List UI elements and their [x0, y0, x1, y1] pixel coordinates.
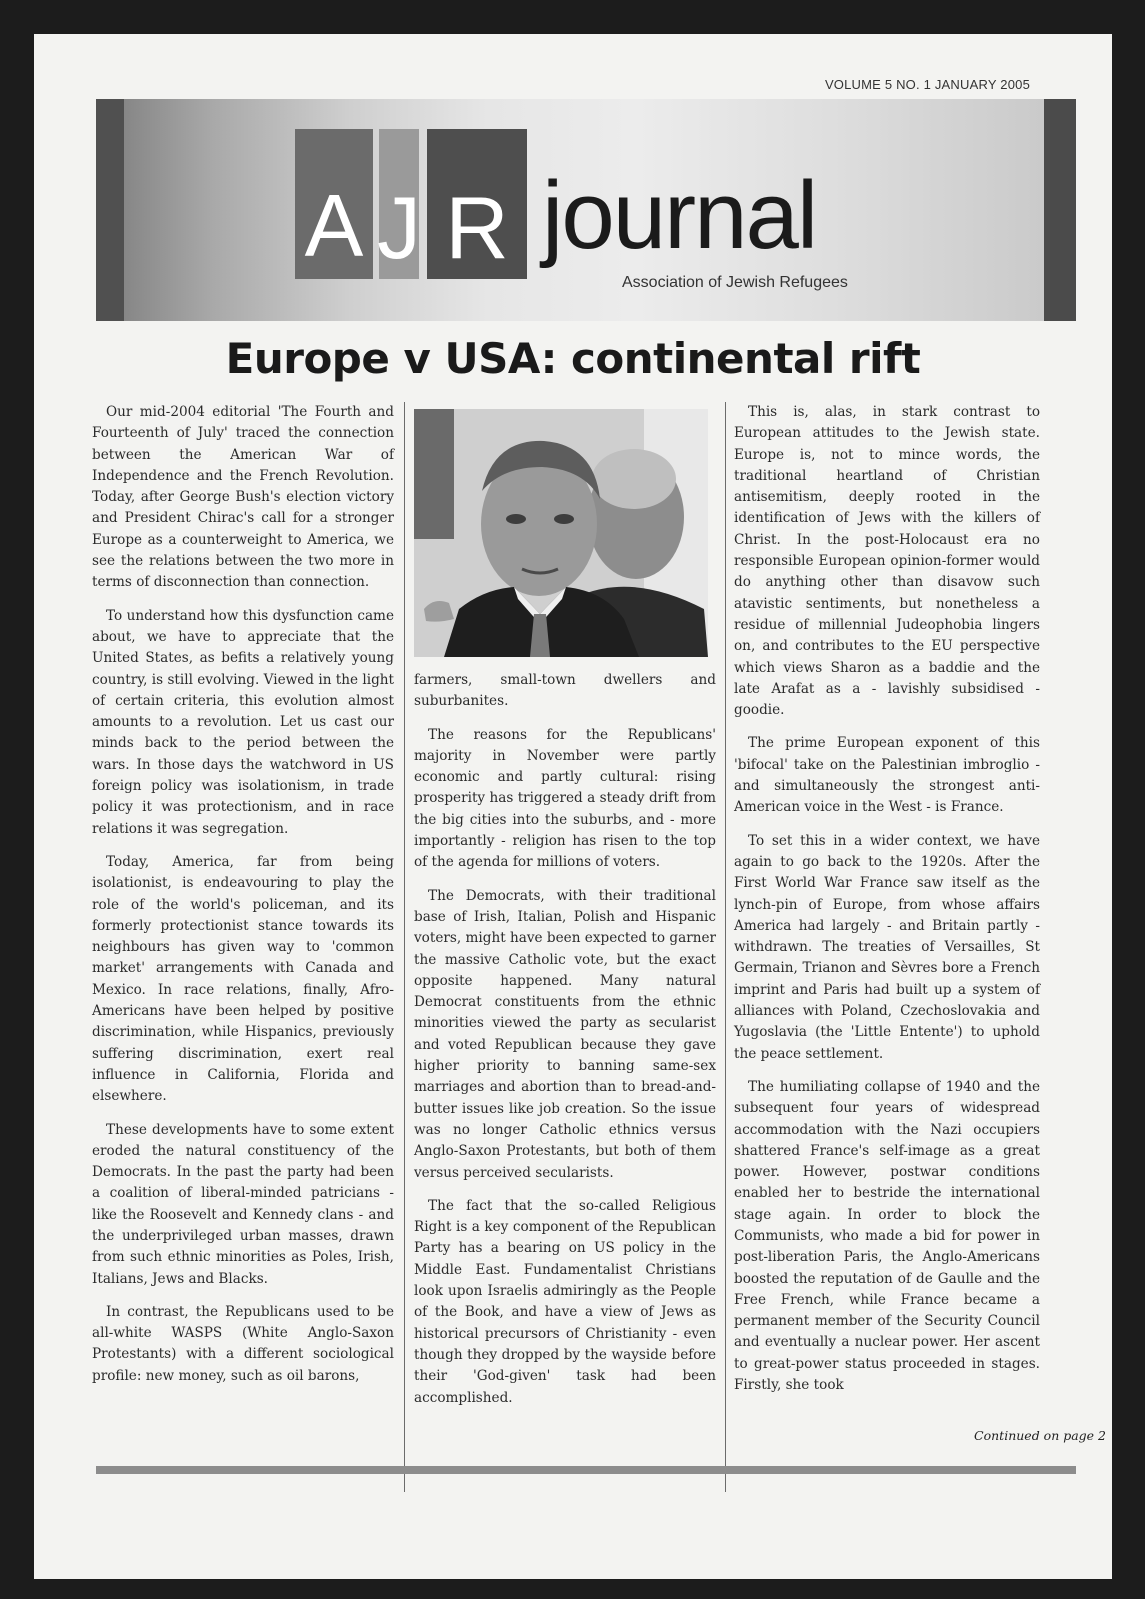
news-photo: [414, 409, 708, 657]
logo-letter-a: A: [295, 129, 373, 279]
newspaper-page: [34, 34, 1112, 1579]
continued-on-page-link[interactable]: Continued on page 2: [974, 1428, 1106, 1443]
masthead-banner: [96, 99, 1076, 321]
paragraph: In contrast, the Republicans used to be all-white WASPS (White Anglo-Saxon Protestants) with a different sociological profile: new money, such as oil barons,: [92, 1303, 394, 1384]
news-photo-illustration: [414, 409, 708, 657]
logo-subtitle: Association of Jewish Refugees: [622, 274, 848, 291]
paragraph: Today, America, far from being isolationist, is endeavouring to play the role of the world's policeman, and its formerly protectionist stance towards its neighbours has given way to 'common market' arrangements with Canada and Mexico. In race relations, finally, Afro-Americans have been helped by positive discrimination, while Hispanics, previously suffering discrimination, exert real influence in California, Florida and elsewhere.: [92, 853, 394, 1105]
paragraph: The Democrats, with their traditional base of Irish, Italian, Polish and Hispanic voters, might have been expected to garner the massive Catholic vote, but the exact opposite happened. Many natural Democrat constituents from the ethnic minorities viewed the party as secularist and voted Republican because they gave higher priority to banning same-sex marriages and abortion than to bread-and-butter issues like job creation. So the issue was no longer Catholic ethnics versus Anglo-Saxon Protestants, but both of them versus perceived secularists.: [414, 887, 716, 1181]
article-column-1: [92, 402, 394, 1399]
logo-word-journal: journal: [542, 162, 817, 269]
paragraph: This is, alas, in stark contrast to European attitudes to the Jewish state. Europe is, not to mince words, the traditional heartland of Christian antisemitism, deeply rooted in the identification of Jews with the killers of Christ. In the post-Holocaust era no responsible European opinion-former would do anything other than disavow such atavistic sentiments, but nonetheless a residue of millennial Judeophobia lingers on, and contributes to the EU perspective which views Sharon as a baddie and the late Arafat as a - lavishly subsidised - goodie.: [734, 404, 1040, 719]
paragraph: To set this in a wider context, we have again to go back to the 1920s. After the First World War France saw itself as the lynch-pin of Europe, from whose affairs America had largely - and Britain partly - withdrawn. The treaties of Versailles, St Germain, Trianon and Sèvres bore a French imprint and Paris had built up a system of alliances with Poland, Czechoslovakia and Yugoslavia (the 'Little Entente') to uphold the peace settlement.: [734, 832, 1040, 1062]
paragraph: The fact that the so-called Religious Right is a key component of the Republican Party has a bearing on US policy in the Middle East. Fundamentalist Christians look upon Israelis admiringly as the People of the Book, and have a view of Jews as historical precursors of Christianity - even though they dropped by the wayside before their 'God-given' task had been accomplished.: [414, 1197, 716, 1406]
column-divider: [725, 402, 726, 1492]
footer-bar: [96, 1466, 1076, 1474]
article-headline: Europe v USA: continental rift: [225, 334, 921, 383]
column-2-text: [414, 670, 716, 1421]
article-column-3: [734, 402, 1040, 1408]
logo-letter-r: R: [427, 129, 527, 279]
paragraph: The reasons for the Republicans' majority in November were partly economic and partly cultural: rising prosperity has triggered a steady drift from the big cities into the suburbs, and - more importantly - religion has risen to the top of the agenda for millions of voters.: [414, 726, 716, 871]
paragraph: farmers, small-town dwellers and suburbanites.: [414, 672, 716, 710]
paragraph: These developments have to some extent eroded the natural constituency of the Democrats. In the past the party had been a coalition of liberal-minded patricians - like the Roosevelt and Kennedy clans - and the underprivileged urban masses, drawn from such ethnic minorities as Poles, Irish, Italians, Jews and Blacks.: [92, 1121, 394, 1287]
logo-letter-j: J: [379, 129, 419, 279]
paragraph: Our mid-2004 editorial 'The Fourth and Fourteenth of July' traced the connection between the American War of Independence and the French Revolution. Today, after George Bush's election victory and President Chirac's call for a stronger Europe as a counterweight to America, we see the relations between the two more in terms of disconnection than connection.: [92, 404, 394, 591]
volume-issue-line: VOLUME 5 NO. 1 JANUARY 2005: [824, 77, 1030, 92]
paragraph: To understand how this dysfunction came about, we have to appreciate that the United States, as befits a relatively young country, is still evolving. Viewed in the light of certain criteria, this evolution almost amounts to a revolution. Let us cast our minds back to the period between the wars. In those days the watchword in US foreign policy was isolationism, in trade policy it was protectionism, and in race relations it was segregation.: [92, 607, 394, 837]
paragraph: The prime European exponent of this 'bifocal' take on the Palestinian imbroglio - and simultaneously the strongest anti-American voice in the West - is France.: [734, 735, 1040, 816]
masthead-right-bar: [1044, 99, 1076, 321]
paragraph: The humiliating collapse of 1940 and the subsequent four years of widespread accommodation with the Nazi occupiers shattered France's self-image as a great power. However, postwar conditions enabled her to bestride the international stage again. In order to block the Communists, who made a bid for power in post-liberation Paris, the Anglo-Americans boosted the reputation of de Gaulle and the Free French, while France became a permanent member of the Security Council and eventually a nuclear power. Her ascent to great-power status proceeded in stages. Firstly, she took: [734, 1078, 1040, 1394]
masthead-left-bar: [96, 99, 124, 321]
column-divider: [404, 402, 405, 1492]
